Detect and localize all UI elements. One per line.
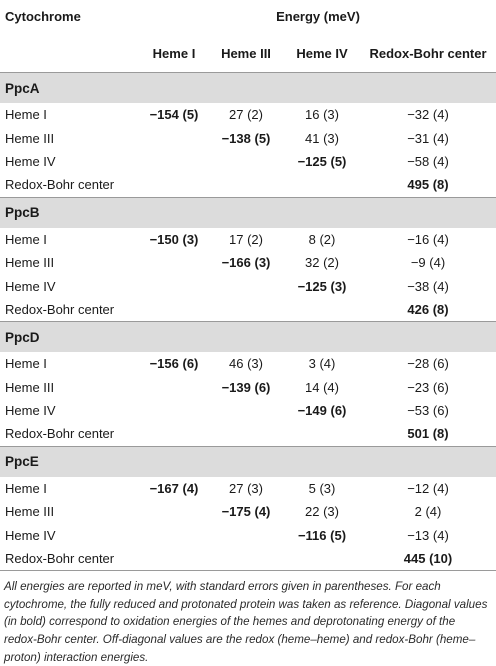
table-cell — [140, 523, 208, 546]
table-row — [0, 376, 496, 399]
table-row — [0, 103, 496, 126]
table-cell: −16 (4) — [407, 231, 449, 247]
table-cell: −154 (5) — [149, 107, 199, 123]
table-cell: 445 (10) — [360, 547, 496, 571]
row-label: Heme I — [5, 356, 47, 372]
table-cell: 426 (8) — [407, 301, 449, 317]
table-row — [0, 298, 496, 322]
group-row — [0, 446, 496, 477]
table-cell: −156 (6) — [149, 356, 199, 372]
table-cell — [140, 126, 208, 149]
group-row — [0, 197, 496, 228]
table-cell: 27 (2) — [229, 107, 263, 123]
table-cell: 495 (8) — [407, 177, 449, 193]
header-row-2 — [0, 35, 496, 73]
group-row — [0, 322, 496, 353]
col-header-heme-i: Heme I — [140, 35, 208, 73]
table-cell: −28 (6) — [407, 356, 449, 372]
table-cell: −166 (3) — [221, 255, 271, 271]
table-cell: 3 (4) — [308, 356, 336, 372]
header-row-1 — [0, 0, 496, 35]
table-cell — [208, 274, 284, 297]
table-cell: −53 (6) — [407, 403, 449, 419]
row-label: Redox-Bohr center — [0, 547, 140, 571]
table-cell — [284, 547, 360, 571]
table-row — [0, 500, 496, 523]
table-cell: 32 (2) — [305, 255, 339, 271]
table-cell: −125 (5) — [297, 153, 347, 169]
table-row — [0, 422, 496, 446]
table-cell: 27 (3) — [229, 480, 263, 496]
table-cell — [140, 274, 208, 297]
table-cell: 501 (8) — [407, 426, 449, 442]
table-cell — [208, 173, 284, 197]
col-header-heme-iv: Heme IV — [284, 35, 360, 73]
table-row — [0, 477, 496, 500]
row-label: Heme I — [5, 231, 47, 247]
table-cell: −150 (3) — [149, 231, 199, 247]
row-label: Heme IV — [5, 278, 56, 294]
table-cell — [140, 399, 208, 422]
table-row — [0, 251, 496, 274]
row-label: Heme III — [5, 504, 55, 520]
table-cell — [284, 173, 360, 197]
table-row — [0, 126, 496, 149]
row-label: Heme I — [5, 480, 47, 496]
table-cell: −13 (4) — [407, 527, 449, 543]
table-row — [0, 228, 496, 251]
table-cell: 2 (4) — [414, 504, 442, 520]
row-label: Heme I — [5, 107, 47, 123]
row-label: Heme III — [5, 130, 55, 146]
table-cell: 5 (3) — [308, 480, 336, 496]
table-cell: −31 (4) — [407, 130, 449, 146]
row-label: Heme III — [5, 379, 55, 395]
table-cell — [284, 298, 360, 322]
table-cell: −167 (4) — [149, 480, 199, 496]
table-cell: −138 (5) — [221, 130, 271, 146]
table-row — [0, 173, 496, 197]
cytochrome-header: Cytochrome — [5, 9, 81, 24]
row-label: Heme III — [5, 255, 55, 271]
header-spacer — [0, 35, 140, 73]
table-cell: −149 (6) — [297, 403, 347, 419]
table-cell: 46 (3) — [229, 356, 263, 372]
table-cell: −9 (4) — [410, 255, 446, 271]
table-cell — [140, 150, 208, 173]
col-header-heme-iii: Heme III — [208, 35, 284, 73]
table-cell — [208, 150, 284, 173]
table-cell: −38 (4) — [407, 278, 449, 294]
group-label: PpcB — [0, 197, 496, 228]
table-cell: −23 (6) — [407, 379, 449, 395]
table-cell: 8 (2) — [308, 231, 336, 247]
table-cell — [208, 547, 284, 571]
table-cell: 41 (3) — [305, 130, 339, 146]
row-label: Redox-Bohr center — [5, 301, 115, 317]
row-label: Redox-Bohr center — [5, 426, 115, 442]
table-cell — [140, 376, 208, 399]
table-body — [0, 73, 496, 571]
table-cell — [208, 298, 284, 322]
row-label: Heme IV — [5, 527, 56, 543]
table-cell: 16 (3) — [305, 107, 339, 123]
table-cell — [208, 399, 284, 422]
table-row — [0, 274, 496, 297]
col-header-redox-bohr: Redox-Bohr center — [360, 35, 496, 73]
table-cell — [140, 251, 208, 274]
table-cell: −175 (4) — [221, 504, 271, 520]
table-row — [0, 352, 496, 375]
energy-group-header: Energy (meV) — [276, 9, 360, 24]
table-cell — [284, 422, 360, 446]
table-row — [0, 150, 496, 173]
table-cell — [208, 422, 284, 446]
group-row — [0, 73, 496, 104]
table-row — [0, 547, 496, 571]
table-cell: −32 (4) — [407, 107, 449, 123]
group-label: PpcA — [0, 73, 496, 104]
table-footnote: All energies are reported in meV, with standard errors given in parentheses. For each cytochrome, the fully reduced and protonated protein was taken as reference. Diagonal values (in bold) correspond to oxidation energies of the hemes and deprotonating energy of the redox-Bohr center. Off-diagonal values are the redox (heme–heme) and redox-Bohr (heme–proton) interaction energies. — [4, 580, 488, 664]
table-cell — [140, 422, 208, 446]
table-cell — [140, 173, 208, 197]
table-cell: −139 (6) — [221, 379, 271, 395]
group-label: PpcD — [0, 322, 496, 353]
table-row — [0, 399, 496, 422]
table-cell: −116 (5) — [297, 527, 347, 543]
row-label: Redox-Bohr center — [5, 177, 115, 193]
table-cell: 14 (4) — [305, 379, 339, 395]
table-cell: −12 (4) — [407, 480, 449, 496]
group-label: PpcE — [0, 446, 496, 477]
row-label: Heme IV — [5, 153, 56, 169]
table-cell: −58 (4) — [407, 153, 449, 169]
table-cell — [140, 298, 208, 322]
table-cell: −125 (3) — [297, 278, 347, 294]
row-label: Heme IV — [5, 403, 56, 419]
table-row — [0, 523, 496, 546]
table-cell: 22 (3) — [305, 504, 339, 520]
table-cell — [140, 547, 208, 571]
table-cell — [140, 500, 208, 523]
table-cell: 17 (2) — [229, 231, 263, 247]
table-cell — [208, 523, 284, 546]
